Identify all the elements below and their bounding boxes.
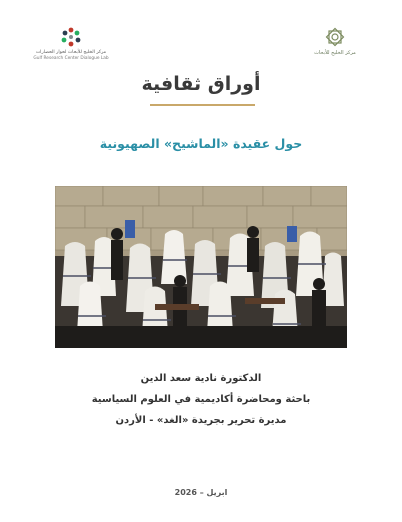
author-role: باحثة ومحاضرة أكاديمية في العلوم السياسية — [91, 394, 311, 405]
right-logo — [296, 26, 374, 57]
series-title: أوراق ثقافية — [141, 73, 261, 95]
paper-subject: حول عقيدة «الماشيح» الصهيونية — [99, 136, 303, 151]
people-circle-icon — [59, 26, 83, 48]
left-logo-english: Gulf Research Center Dialogue Lab — [33, 56, 109, 61]
right-logo-text: مركز الخليج للأبحاث — [314, 50, 356, 56]
publication-date: ابريل – 2026 — [174, 488, 228, 497]
left-logo — [28, 26, 114, 62]
left-logo-arabic: مركز الخليج للأبحاث لحوار الحضارات — [35, 50, 107, 55]
title-underline — [150, 104, 255, 106]
author-position: مديرة تحرير بجريدة «الغد» - الأردن — [115, 415, 287, 426]
author-name: الدكتورة نادية سعد الدين — [140, 373, 262, 384]
geometric-star-icon — [324, 26, 346, 48]
cover-photo — [55, 186, 347, 348]
